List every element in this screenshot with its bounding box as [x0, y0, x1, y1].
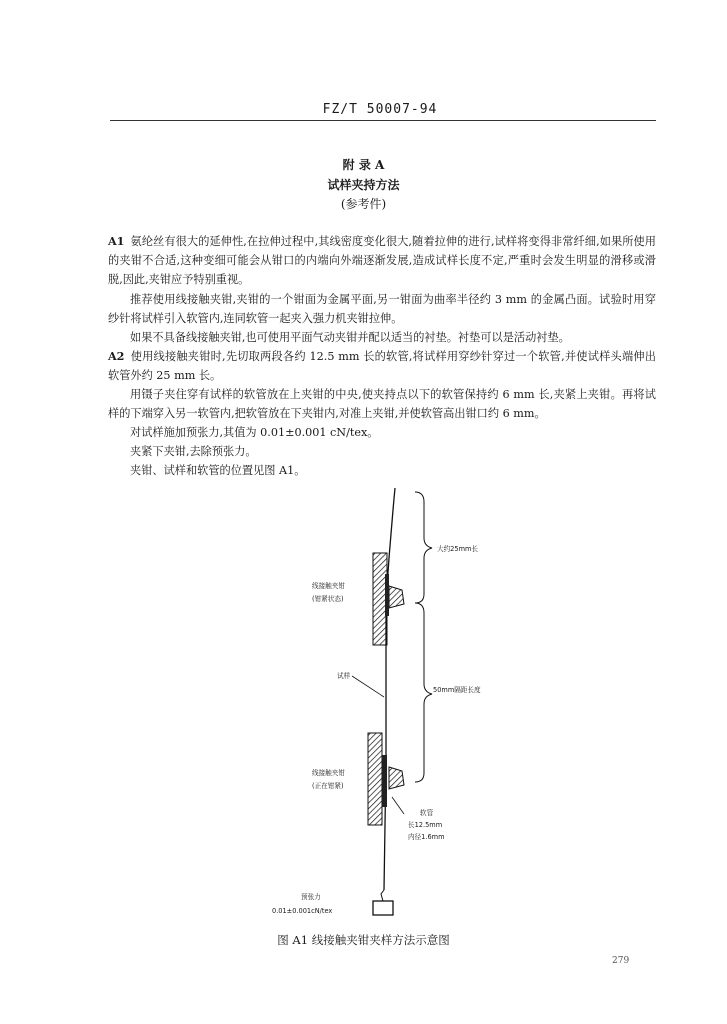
appendix-note: (参考件): [340, 197, 387, 211]
paragraph-text: 使用线接触夹钳时,先切取两段各约 12.5 mm 长的软管,将试样用穿纱针穿过一个软管,并使试样头端伸出软管外约 25 mm 长。: [108, 350, 656, 382]
appendix-label: 附 录 A: [342, 158, 385, 172]
appendix-title: 试样夹持方法: [327, 178, 400, 192]
label-lower-clamp: 线接触夹钳: [312, 769, 345, 777]
paragraph-text: 如果不具备线接触夹钳,也可使用平面气动夹钳并配以适当的衬垫。衬垫可以是活动衬垫。: [130, 331, 570, 344]
label-upper-clamp: 线接触夹钳: [312, 582, 345, 590]
label-tube: 软管: [420, 809, 434, 817]
paragraph-text: 用镊子夹住穿有试样的软管放在上夹钳的中央,使夹持点以下的软管保持约 6 mm 长,夹紧上夹钳。再将试样的下端穿入另一软管内,把软管放在下夹钳内,对准上夹钳,并使软管高出钳口约 6 mm。: [108, 388, 656, 420]
label-pretension: 预张力: [301, 893, 321, 901]
clause-tag: A2: [108, 349, 125, 363]
standard-code: FZ/T 50007-94: [322, 102, 438, 117]
paragraph-text: 夹钳、试样和软管的位置见图 A1。: [130, 464, 306, 477]
label-lower-clamp-state: (正在钳紧): [312, 782, 344, 790]
label-pretension-value: 0.01±0.001cN/tex: [272, 907, 333, 915]
label-gauge-length: 50mm隔距长度: [433, 686, 481, 694]
paragraph-text: 对试样施加预张力,其值为 0.01±0.001 cN/tex。: [130, 426, 379, 439]
label-top-length: 大约25mm长: [437, 545, 479, 553]
label-tube-length: 长12.5mm: [408, 821, 443, 829]
specimen-thread: [384, 488, 395, 890]
figure-caption: 图 A1 线接触夹钳夹样方法示意图: [277, 933, 450, 947]
paragraph-text: 夹紧下夹钳,去除预张力。: [130, 445, 257, 458]
paragraph-text: 氨纶丝有很大的延伸性,在拉伸过程中,其线密度变化很大,随着拉伸的进行,试样将变得非常纤细,如果所使用的夹钳不合适,这种变细可能会从钳口的内端向外端逐渐发展,造成试样长度不定,严重时会发生明显的滑移或滑脱,因此,夹钳应予特别重视。: [108, 235, 656, 286]
pretension-weight: [373, 901, 393, 915]
label-specimen: 试样: [337, 672, 351, 680]
paragraph-text: 推荐使用线接触夹钳,夹钳的一个钳面为金属平面,另一钳面为曲率半径约 3 mm 的金属凸面。试验时用穿纱针将试样引入软管内,连同软管一起夹入强力机夹钳拉伸。: [108, 293, 656, 325]
label-upper-clamp-state: (钳紧状态): [312, 595, 344, 603]
page-number: 279: [612, 956, 630, 966]
gauge-length-brace: [415, 603, 432, 782]
clause-tag: A1: [108, 234, 125, 248]
top-length-brace: [415, 492, 432, 603]
label-tube-inner: 内径1.6mm: [408, 833, 445, 841]
